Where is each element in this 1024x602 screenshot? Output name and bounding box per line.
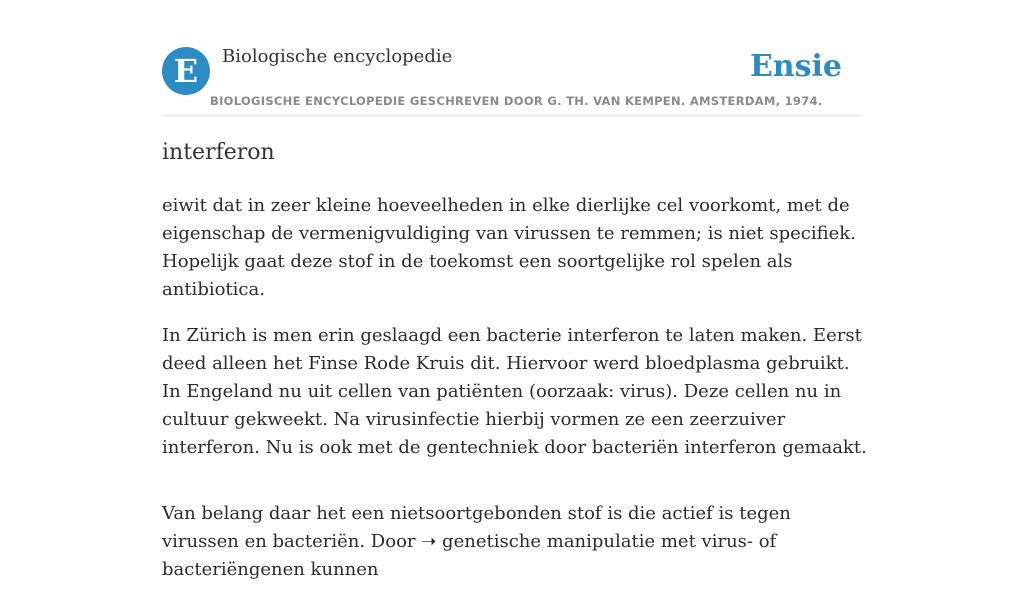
ensie-brand-logo[interactable]: Ensie [749,49,842,84]
source-header [162,0,862,116]
arrow-right-icon: ➝ [421,531,437,552]
entry-paragraph-1: eiwit dat in zeer kleine hoeveelheden in elke dierlijke cel voorkomt, met de eigenschap de vermenigvuldiging van virussen te remmen; is niet specifiek. Hopelijk gaat deze stof in de toekomst een soortgelijke rol spelen als antibiotica. [162,195,856,300]
encyclopedia-logo-icon[interactable]: E [162,47,210,95]
entry-title: interferon [162,140,275,165]
entry-paragraph-2: In Zürich is men erin geslaagd een bacterie interferon te laten maken. Eerst deed alleen het Finse Rode Kruis dit. Hiervoor werd bloedplasma gebruikt. In Engeland nu uit cellen van patiënten (oorzaak: virus). Deze cellen nu in cultuur gekweekt. Na virusinfectie hierbij vormen ze een zeerzuiver interferon. Nu is ook met de gentechniek door bacteriën interferon gemaakt. [162,325,867,458]
source-title-link[interactable]: Biologische encyclopedie [222,46,453,67]
genetische-manipulatie-link[interactable]: genetische manipulatie [436,531,656,552]
paragraph-3-text-end: met virus- of bacteriëngenen kunnen [162,531,777,580]
page [162,0,867,580]
source-subtitle: BIOLOGISCHE ENCYCLOPEDIE GESCHREVEN DOOR G. TH. VAN KEMPEN. AMSTERDAM, 1974. [210,94,823,108]
paragraph-3-text-start: Van belang daar het een nietsoortgebonden stof is die actief is tegen virussen en bacteriën. Door [162,503,791,552]
entry-paragraph-3 [162,500,867,584]
entry-body [162,192,867,602]
